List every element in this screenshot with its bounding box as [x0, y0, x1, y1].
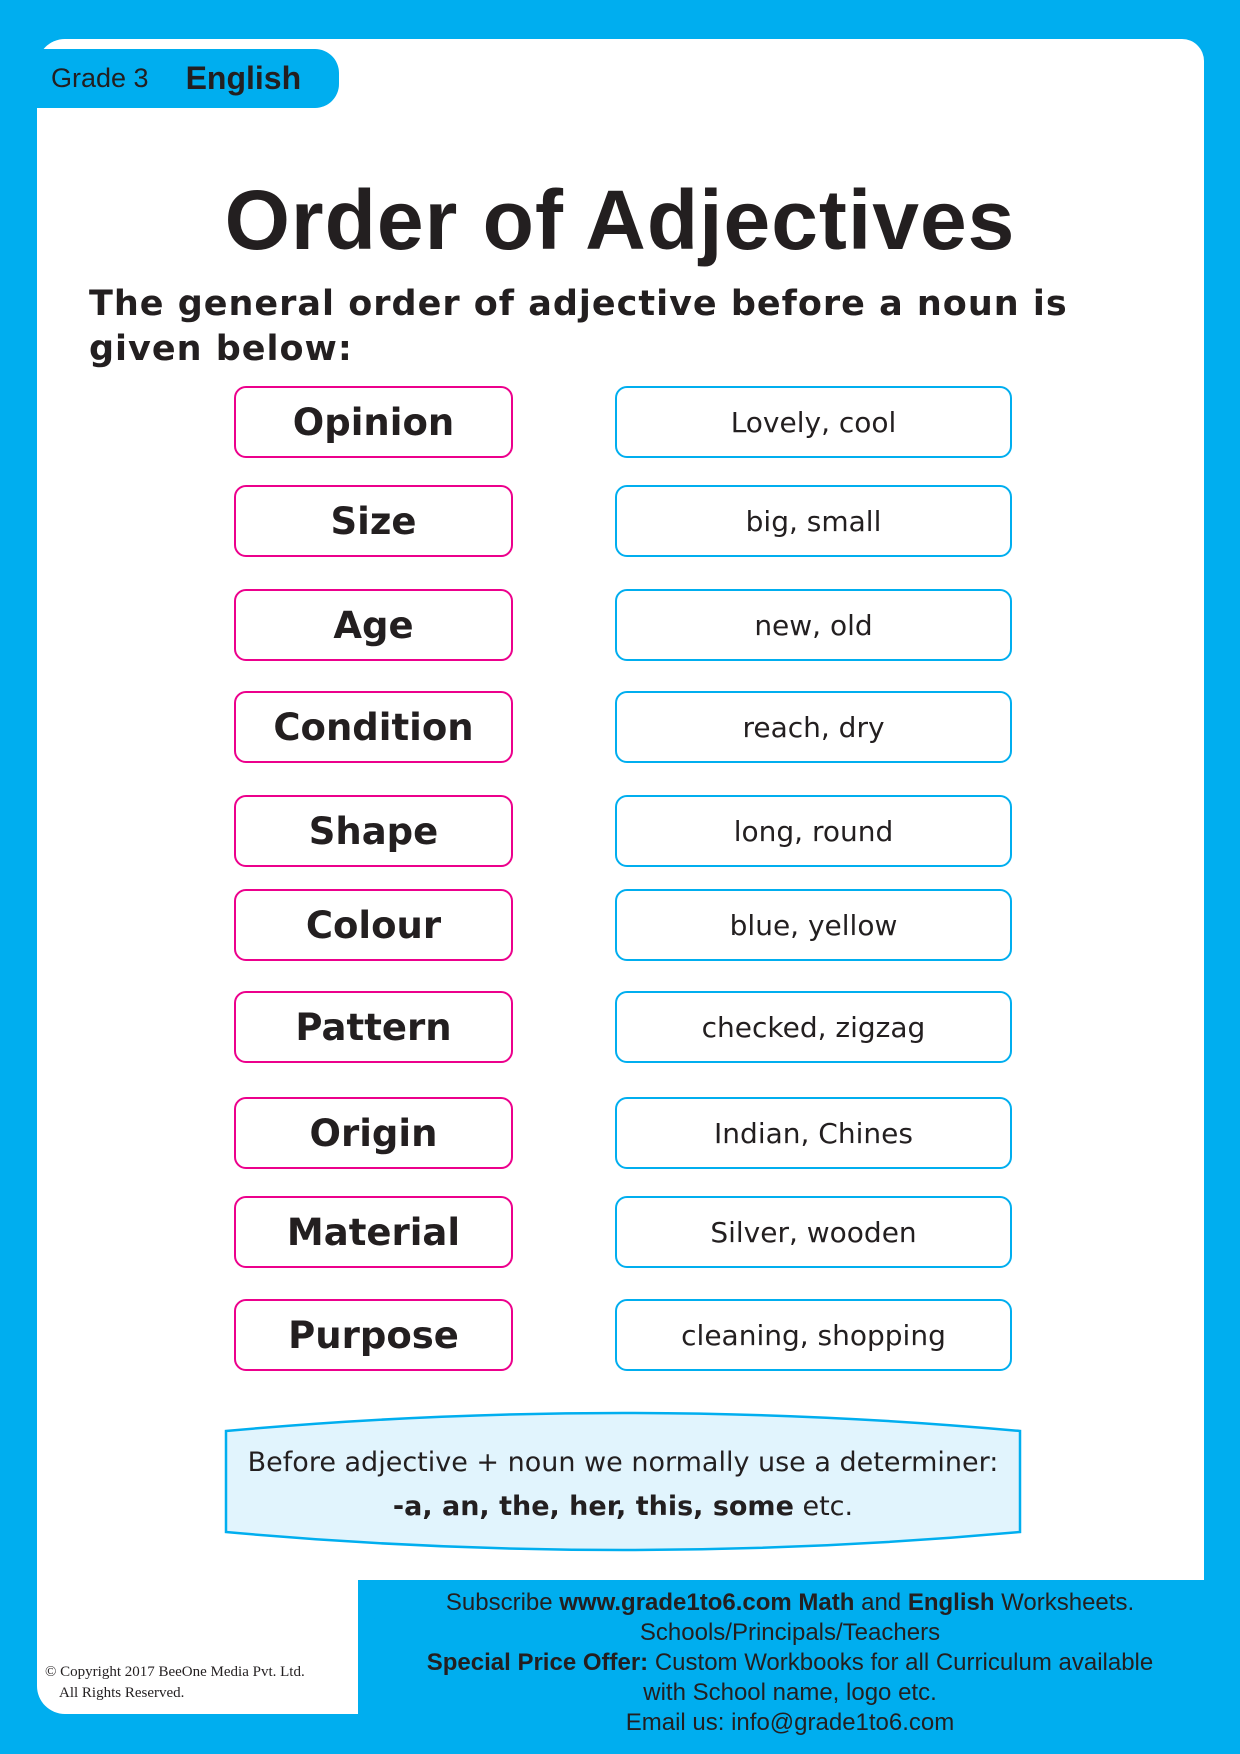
- grade-label: Grade 3: [51, 63, 149, 93]
- site-link[interactable]: www.grade1to6.com Math: [559, 1589, 855, 1616]
- and-text: and: [854, 1589, 908, 1616]
- category-box: Shape: [234, 795, 513, 867]
- examples-box: long, round: [615, 795, 1012, 867]
- category-box: Purpose: [234, 1299, 513, 1371]
- determiner-list: -a, an, the, her, this, some: [392, 1491, 794, 1522]
- examples-box: blue, yellow: [615, 889, 1012, 961]
- note-shape: [224, 1411, 1022, 1552]
- examples-box: Lovely, cool: [615, 386, 1012, 458]
- copyright-line-2: All Rights Reserved.: [59, 1685, 185, 1701]
- footer-line-1: [375, 1588, 1205, 1618]
- footer-text: [375, 1588, 1205, 1738]
- worksheets-text: Worksheets.: [994, 1589, 1135, 1616]
- grade-subject-tab: [37, 49, 339, 108]
- footer-email[interactable]: Email us: info@grade1to6.com: [625, 1709, 955, 1736]
- examples-box: new, old: [615, 589, 1012, 661]
- offer-text: Custom Workbooks for all Curriculum available: [648, 1649, 1154, 1676]
- category-box: Material: [234, 1196, 513, 1268]
- footer-line-4: with School name, logo etc.: [643, 1679, 937, 1706]
- category-box: Colour: [234, 889, 513, 961]
- examples-box: checked, zigzag: [615, 991, 1012, 1063]
- subject-label: English: [185, 60, 302, 96]
- examples-box: reach, dry: [615, 691, 1012, 763]
- copyright-line-1: © Copyright 2017 BeeOne Media Pvt. Ltd.: [45, 1664, 305, 1680]
- determiner-note: [224, 1411, 1022, 1552]
- offer-label: Special Price Offer:: [426, 1649, 649, 1676]
- note-etc: etc.: [793, 1491, 854, 1522]
- examples-box: Indian, Chines: [615, 1097, 1012, 1169]
- category-box: Condition: [234, 691, 513, 763]
- subscribe-text: Subscribe: [445, 1589, 560, 1616]
- footer-line-2: Schools/Principals/Teachers: [639, 1619, 941, 1646]
- footer-line-3: [375, 1648, 1205, 1678]
- examples-box: Silver, wooden: [615, 1196, 1012, 1268]
- category-box: Opinion: [234, 386, 513, 458]
- examples-box: cleaning, shopping: [615, 1299, 1012, 1371]
- category-box: Pattern: [234, 991, 513, 1063]
- subtitle: The general order of adjective before a noun is given below:: [89, 284, 1068, 369]
- category-box: Age: [234, 589, 513, 661]
- category-box: Origin: [234, 1097, 513, 1169]
- page-title: Order of Adjectives: [224, 173, 1016, 267]
- english-text: English: [907, 1589, 995, 1616]
- note-line-2: [224, 1491, 1022, 1522]
- note-line-1: Before adjective + noun we normally use a determiner:: [247, 1447, 999, 1478]
- copyright: [45, 1662, 305, 1704]
- examples-box: big, small: [615, 485, 1012, 557]
- category-box: Size: [234, 485, 513, 557]
